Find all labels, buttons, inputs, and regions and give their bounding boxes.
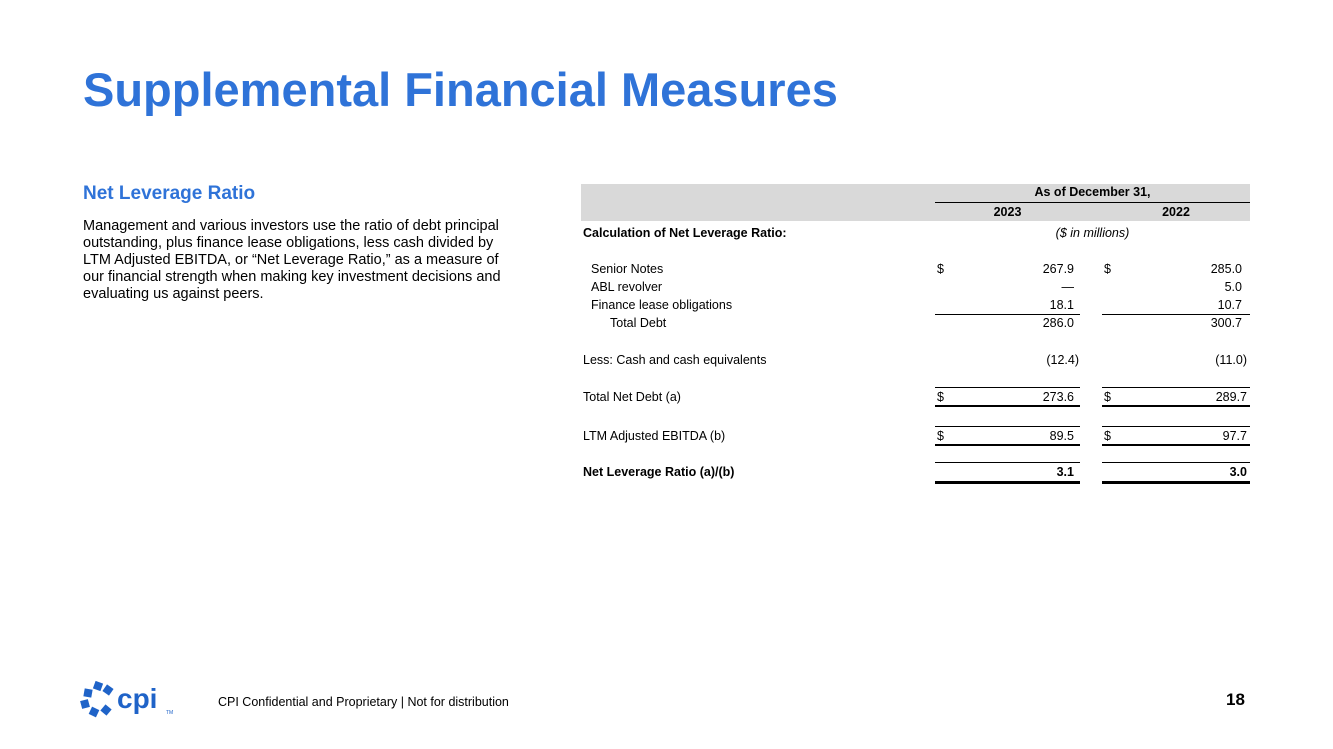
currency-symbol: $	[937, 262, 944, 276]
cpi-logo-mark-icon	[80, 680, 180, 718]
table-cell-value: (11.0)	[1215, 353, 1247, 367]
table-header-date: As of December 31,	[1034, 185, 1151, 199]
table-cell-value: 10.7	[1217, 298, 1242, 312]
table-cell-value: 273.6	[1042, 390, 1074, 404]
table-row-label: Senior Notes	[591, 262, 664, 276]
table-cell-value: 3.1	[1056, 465, 1074, 479]
table-row-label: Total Debt	[610, 316, 667, 330]
table-cell-value: —	[1061, 280, 1074, 294]
table-cell-value: 18.1	[1049, 298, 1074, 312]
subtotal-rule	[935, 387, 1080, 388]
currency-symbol: $	[1104, 262, 1111, 276]
table-cell-value: 5.0	[1224, 280, 1242, 294]
table-row-label: LTM Adjusted EBITDA (b)	[583, 429, 726, 443]
currency-symbol: $	[937, 390, 944, 404]
table-cell-value: 289.7	[1215, 390, 1247, 404]
confidentiality-notice: CPI Confidential and Proprietary | Not for distribution	[218, 695, 509, 709]
subtotal-rule	[1102, 387, 1250, 388]
total-underline	[1102, 405, 1250, 407]
table-cell-value: 89.5	[1049, 429, 1074, 443]
currency-symbol: $	[1104, 390, 1111, 404]
units-label: ($ in millions)	[1055, 226, 1130, 240]
table-cell-value: (12.4)	[1046, 353, 1079, 367]
table-cell-value: 300.7	[1210, 316, 1242, 330]
subtotal-rule	[1102, 314, 1250, 315]
subtotal-rule	[935, 462, 1080, 463]
total-underline	[935, 444, 1080, 446]
total-underline	[935, 481, 1080, 484]
table-cell-value: 286.0	[1042, 316, 1074, 330]
subtotal-rule	[1102, 462, 1250, 463]
table-row-label: Less: Cash and cash equivalents	[583, 353, 767, 367]
calculation-label: Calculation of Net Leverage Ratio:	[583, 226, 787, 240]
subtotal-rule	[1102, 426, 1250, 427]
header-rule	[935, 202, 1250, 203]
total-underline	[935, 405, 1080, 407]
column-header-2022: 2022	[1162, 205, 1190, 219]
total-underline	[1102, 481, 1250, 484]
section-heading: Net Leverage Ratio	[83, 183, 256, 204]
table-cell-value: 3.0	[1229, 465, 1247, 479]
trademark-mark: TM	[166, 710, 174, 716]
table-row-label: Net Leverage Ratio (a)/(b)	[583, 465, 735, 479]
currency-symbol: $	[1104, 429, 1111, 443]
table-cell-value: 267.9	[1042, 262, 1074, 276]
table-row-label: Total Net Debt (a)	[583, 390, 681, 404]
cpi-logo	[80, 680, 180, 718]
currency-symbol: $	[937, 429, 944, 443]
table-row-label: ABL revolver	[591, 280, 663, 294]
page-title: Supplemental Financial Measures	[83, 63, 838, 116]
total-underline	[1102, 444, 1250, 446]
section-body: Management and various investors use the ratio of debt principal outstanding, plus finance lease obligations, less cash divided by LTM Adjusted EBITDA, or “Net Leverage Ratio,” as a measure of our financial strength when making key investment decisions and evaluating us against peers.	[83, 218, 501, 302]
table-row-label: Finance lease obligations	[591, 298, 733, 312]
logo-wordmark: cpi	[117, 683, 158, 714]
table-cell-value: 285.0	[1210, 262, 1242, 276]
column-header-2023: 2023	[993, 205, 1022, 219]
subtotal-rule	[935, 314, 1080, 315]
table-cell-value: 97.7	[1222, 429, 1247, 443]
page-number: 18	[1226, 690, 1245, 709]
subtotal-rule	[935, 426, 1080, 427]
